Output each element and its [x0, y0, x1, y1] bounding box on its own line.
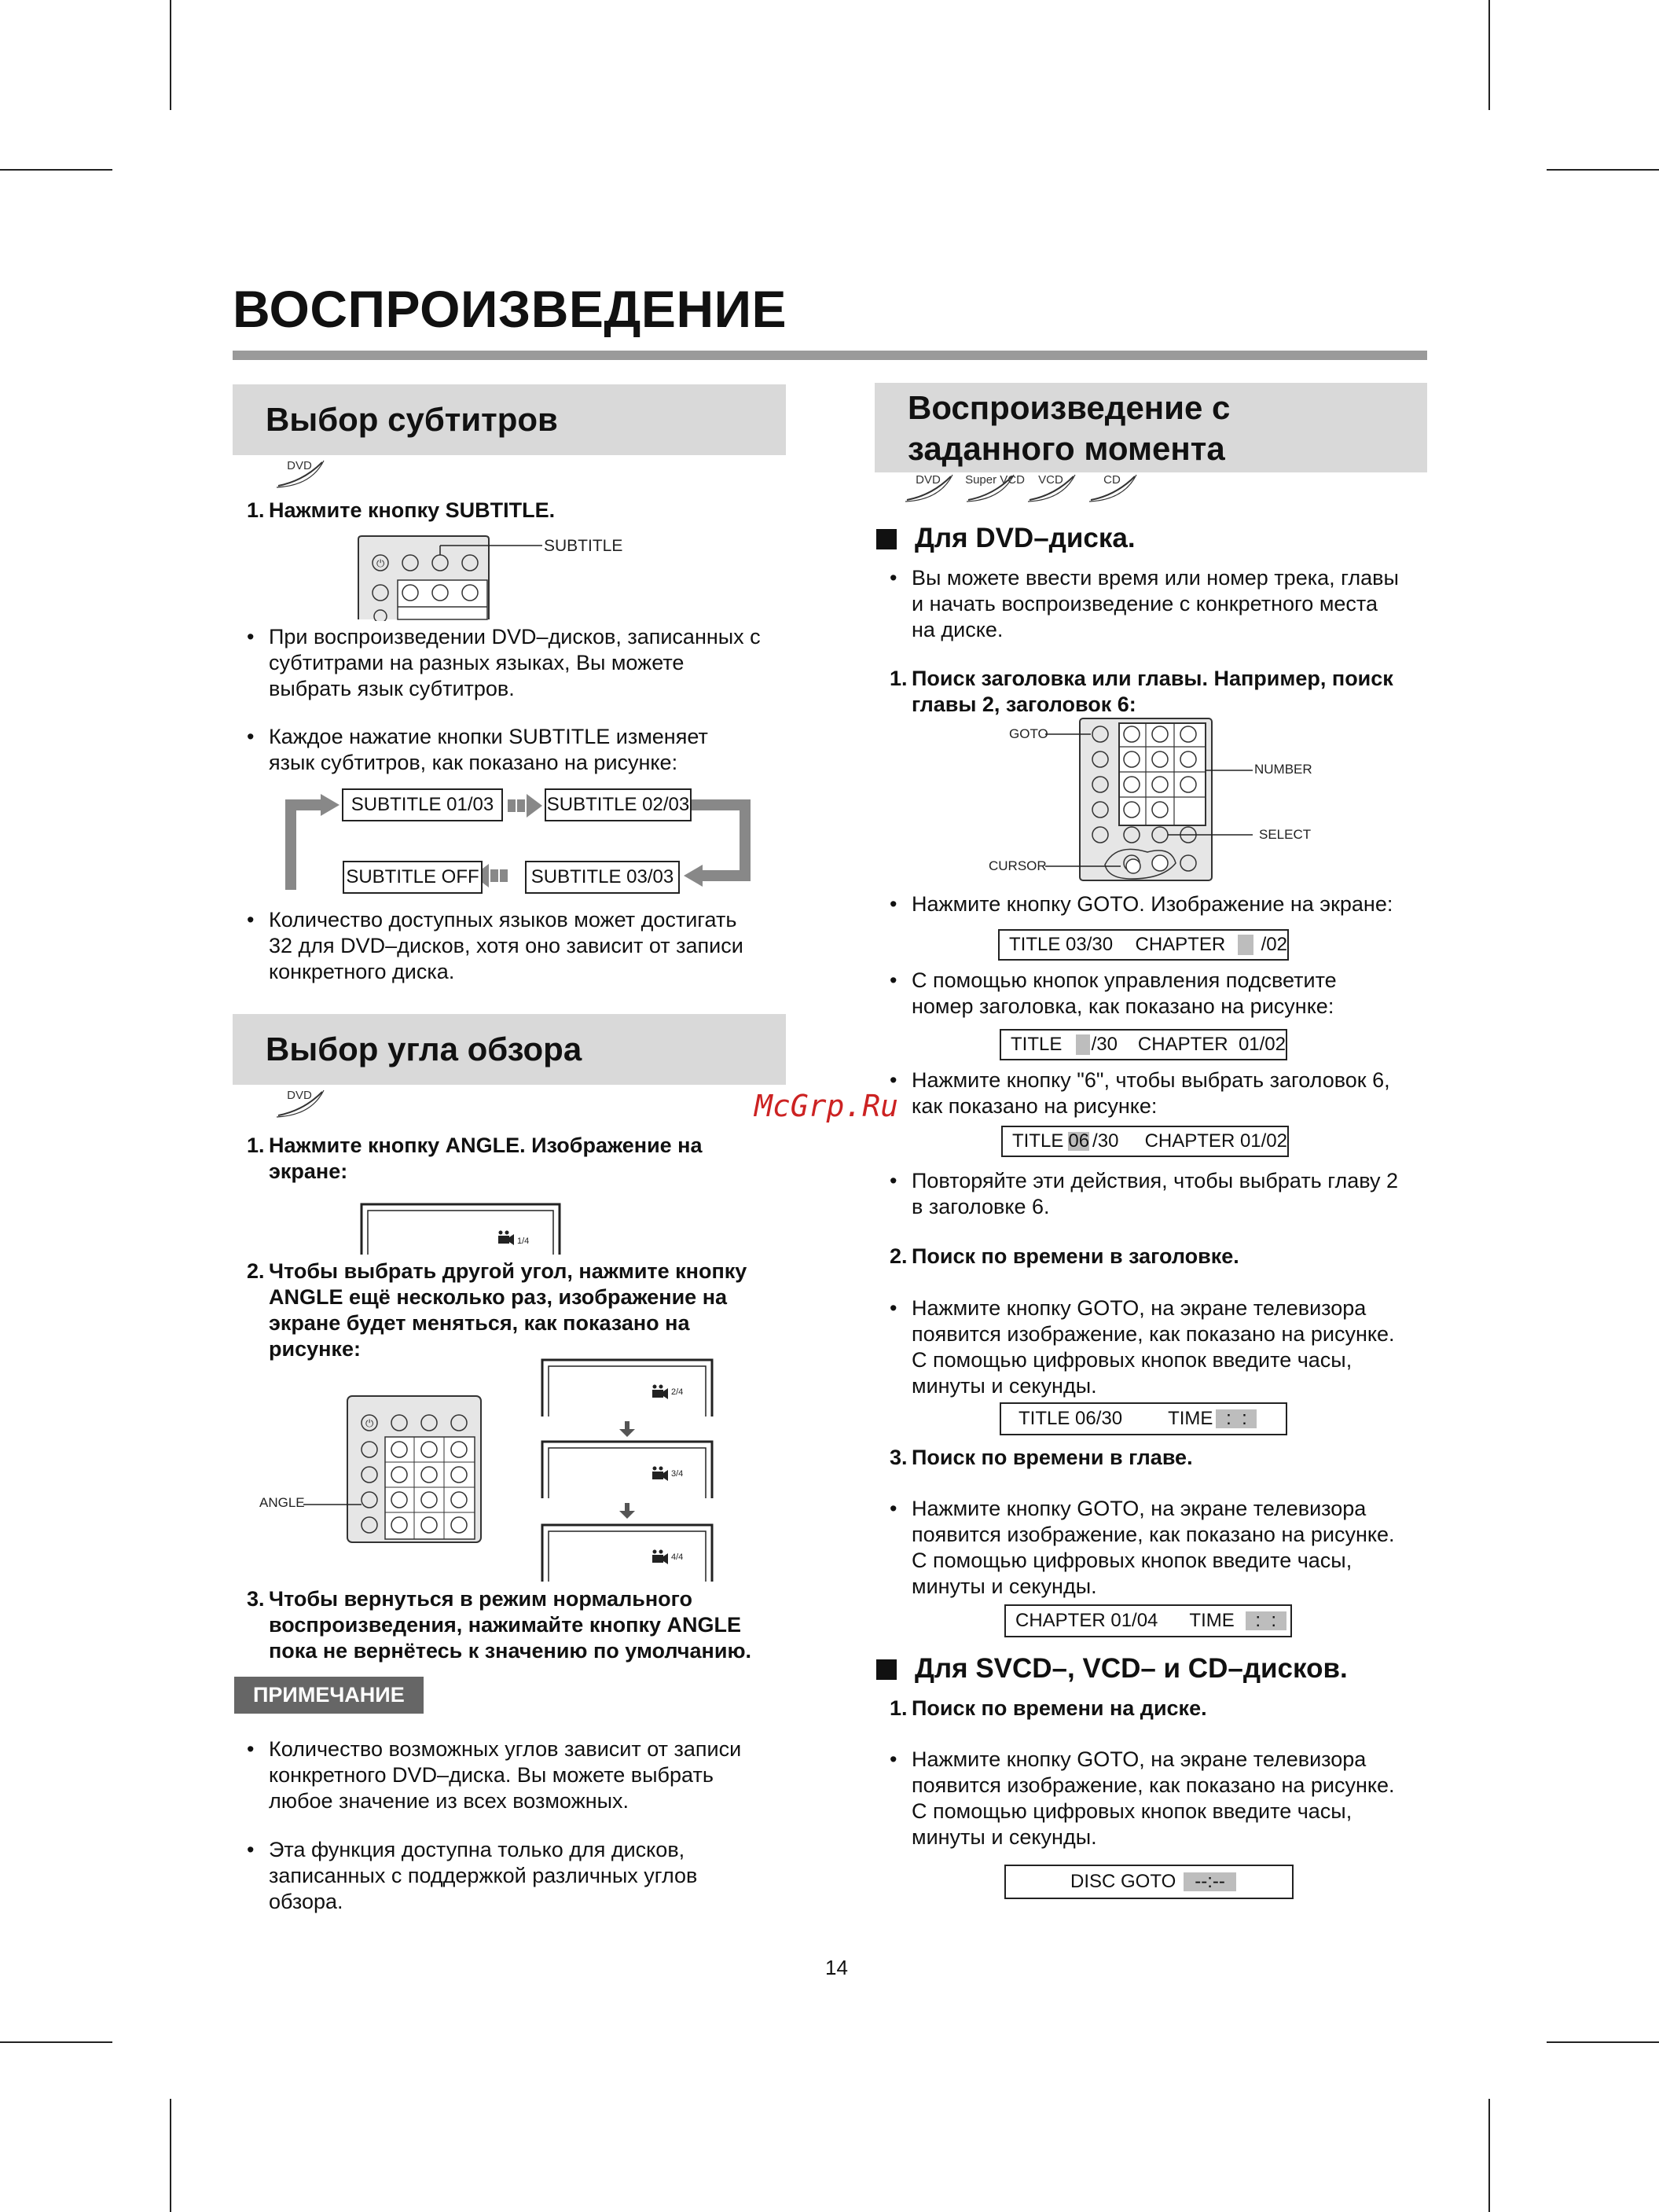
disc-compat [275, 457, 333, 489]
subtitle-state-3: SUBTITLE 03/03 [525, 861, 680, 894]
svg-text:⏻: ⏻ [376, 557, 385, 569]
disc-step-1: 1. Поиск по времени на диске. [890, 1696, 1207, 1720]
dvd-intro: • Вы можете ввести время или номер трека, главы и начать воспроизведение с конкретного места на диске. [890, 565, 1462, 643]
goto-bullet-1: • Нажмите кнопку GOTO. Изображение на экране: [890, 891, 1462, 917]
dvd-disc-icon: DVD [275, 457, 333, 489]
subtitle-button-label: SUBTITLE [544, 537, 623, 555]
crop-mark [1488, 0, 1490, 110]
subtitle-bullet-1: • При воспроизведении DVD–дисков, записанных с субтитрами на разных языках, Вы можете выбрать язык субтитров. [247, 624, 819, 702]
cd-disc-icon: CD [1088, 472, 1146, 503]
disc-compat [904, 472, 1146, 503]
subtitle-state-1: SUBTITLE 01/03 [342, 788, 503, 821]
svg-text:3/4: 3/4 [671, 1469, 684, 1479]
dvd-disc-icon: DVD [275, 1087, 333, 1119]
osd-disc-goto: DISC GOTO --:-- [1004, 1865, 1294, 1899]
angle-step-1: 1. Нажмите кнопку ANGLE. Изображение на экране: [247, 1134, 703, 1183]
osd-title-06: TITLE 06 /30 CHAPTER 01/02 [1001, 1126, 1289, 1157]
angle-section-heading: Выбор угла обзора [233, 1014, 786, 1085]
disc-bullet: • Нажмите кнопку GOTO, на экране телевизора появится изображение, как показано на рисунке. С помощью цифровых кнопок введите часы, минуты и секунды. [890, 1747, 1462, 1850]
cursor-button-label: CURSOR [989, 858, 1047, 873]
goto-step-3: 3. Поиск по времени в главе. [890, 1446, 1193, 1469]
goto-bullet-4: • Повторяйте эти действия, чтобы выбрать главу 2 в заголовке 6. [890, 1168, 1462, 1220]
svcd-disc-icon: Super VCD [965, 472, 1023, 503]
svg-text:4/4: 4/4 [671, 1552, 684, 1562]
angle-step-3: 3. Чтобы вернуться в режим нормального воспроизведения, нажимайте кнопку ANGLE пока не вернётесь к значению по умолчанию. [247, 1587, 752, 1663]
goto-bullet-5: • Нажмите кнопку GOTO, на экране телевизора появится изображение, как показано на рисунке. С помощью цифровых кнопок введите часы, минуты и секунды. [890, 1295, 1462, 1399]
angle-step-2: 2. Чтобы выбрать другой угол, нажмите кнопку ANGLE ещё несколько раз, изображение на экране будет меняться, как показано на рисунке: [247, 1259, 747, 1361]
select-button-label: SELECT [1259, 827, 1312, 842]
goto-step-1: 1. Поиск заголовка или главы. Например, поиск главы 2, заголовок 6: [890, 667, 1393, 716]
page-number: 14 [825, 1956, 848, 1979]
subtitle-section-heading: Выбор субтитров [233, 384, 786, 455]
crop-mark [1547, 169, 1659, 171]
note-bullet-2: • Эта функция доступна только для дисков, записанных с поддержкой различных углов обзора. [247, 1837, 819, 1915]
osd-chapter-time: CHAPTER 01/04 TIME : : [1004, 1604, 1292, 1637]
dvd-disc-icon: DVD [904, 472, 962, 503]
disc-compat [275, 1087, 333, 1119]
watermark: McGrp.Ru [754, 1089, 899, 1123]
osd-title-chapter: TITLE 03/30 CHAPTER /02 [998, 929, 1289, 961]
angle-screen-1 [360, 1203, 561, 1256]
subtitle-step-1: 1. Нажмите кнопку SUBTITLE. [247, 498, 556, 522]
osd-title-highlight: TITLE /30 CHAPTER 01/02 [1000, 1029, 1287, 1060]
crop-mark [0, 2041, 112, 2043]
note-bullet-1: • Количество возможных углов зависит от записи конкретного DVD–диска. Вы можете выбрать любое значение из всех возможных. [247, 1736, 819, 1814]
svg-text:1/4: 1/4 [517, 1236, 530, 1246]
angle-remote-figure [256, 1394, 484, 1544]
title-rule [233, 351, 1427, 360]
subtitle-bullet-2: • Каждое нажатие кнопки SUBTITLE изменяет язык субтитров, как показано на рисунке: [247, 724, 819, 776]
crop-mark [170, 2099, 171, 2212]
note-tag: ПРИМЕЧАНИЕ [234, 1677, 424, 1714]
svg-text:2/4: 2/4 [671, 1387, 684, 1397]
crop-mark [0, 169, 112, 171]
subtitle-bullet-3: • Количество доступных языков может достигать 32 для DVD–дисков, хотя оно зависит от записи конкретного диска. [247, 907, 819, 985]
subtitle-state-2: SUBTITLE 02/03 [545, 788, 692, 821]
goto-button-label: GOTO [1009, 726, 1048, 741]
number-buttons-label: NUMBER [1254, 762, 1312, 777]
svcd-subheading: Для SVCD–, VCD– и CD–дисков. [915, 1653, 1348, 1684]
goto-bullet-2: • С помощью кнопок управления подсветите номер заголовка, как показано на рисунке: [890, 968, 1462, 1020]
crop-mark [1547, 2041, 1659, 2043]
svg-text:⏻: ⏻ [365, 1417, 374, 1429]
goto-step-2: 2. Поиск по времени в заголовке. [890, 1244, 1239, 1268]
dvd-subheading: Для DVD–диска. [915, 523, 1136, 553]
goto-bullet-6: • Нажмите кнопку GOTO, на экране телевизора появится изображение, как показано на рисунке. С помощью цифровых кнопок введите часы, минуты и секунды. [890, 1496, 1462, 1600]
page-title: ВОСПРОИЗВЕДЕНИЕ [233, 280, 787, 338]
goto-section-heading: Воспроизведение с заданного момента [875, 383, 1427, 472]
crop-mark [170, 0, 171, 110]
section-square-icon [876, 529, 897, 549]
subtitle-state-off: SUBTITLE OFF [343, 861, 483, 894]
angle-button-label: ANGLE [259, 1495, 305, 1510]
section-square-icon [876, 1659, 897, 1680]
crop-mark [1488, 2099, 1490, 2212]
angle-screens-sequence [541, 1358, 714, 1583]
osd-title-time: TITLE 06/30 TIME : : [1000, 1402, 1287, 1435]
vcd-disc-icon: VCD [1026, 472, 1085, 503]
goto-bullet-3: • Нажмите кнопку "6", чтобы выбрать заголовок 6, как показано на рисунке: [890, 1067, 1462, 1119]
